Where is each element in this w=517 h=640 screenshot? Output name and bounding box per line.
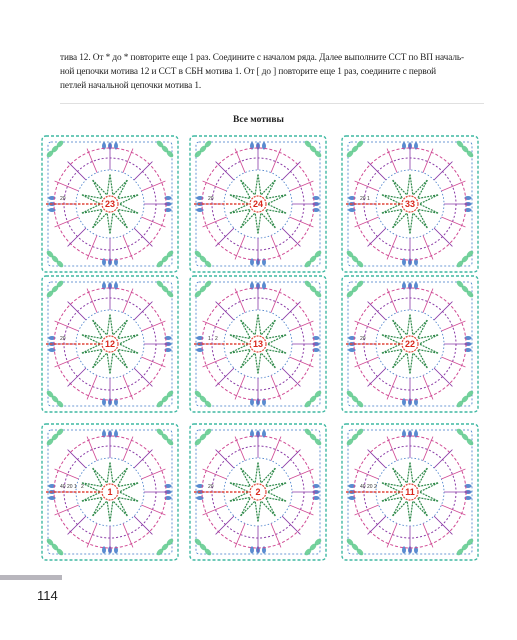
motif-number: 11 bbox=[405, 487, 415, 497]
round-label: 1 bbox=[208, 336, 211, 342]
round-label: 2 bbox=[374, 484, 377, 490]
round-label: 2 bbox=[215, 336, 218, 342]
footer-bar bbox=[0, 575, 62, 580]
round-label: 40 bbox=[60, 484, 66, 490]
round-label: 20 bbox=[360, 196, 366, 202]
round-label: 20 bbox=[67, 484, 73, 490]
round-label: 1 bbox=[74, 484, 77, 490]
motif-number: 33 bbox=[404, 199, 416, 209]
round-label: 1 bbox=[367, 196, 370, 202]
motif-number: 23 bbox=[104, 199, 116, 209]
round-label: 20 bbox=[208, 196, 214, 202]
round-label: 40 bbox=[360, 484, 366, 490]
intro-line: ной цепочки мотива 12 и ССТ в СБН мотива 1. От [ до ] повторите еще 1 раз, соедините с первой bbox=[60, 67, 437, 77]
intro-text bbox=[60, 51, 484, 93]
motif-number: 13 bbox=[252, 339, 264, 349]
figure-title: Все мотивы bbox=[233, 115, 284, 125]
motif-number: 2 bbox=[255, 487, 261, 497]
motif-number: 12 bbox=[104, 339, 116, 349]
intro-line: петлей начальной цепочки мотива 1. bbox=[60, 81, 202, 91]
round-label: 20 bbox=[60, 336, 66, 342]
round-label: 20 bbox=[367, 484, 373, 490]
page-number: 114 bbox=[37, 588, 58, 603]
intro-line: тива 12. От * до * повторите еще 1 раз. Соедините с началом ряда. Далее выполните ССТ по ВП началь- bbox=[60, 53, 464, 63]
diagram-svg bbox=[36, 130, 482, 570]
round-label: 20 bbox=[360, 336, 366, 342]
motif-number: 22 bbox=[404, 339, 416, 349]
round-label: 20 bbox=[208, 484, 214, 490]
separator-line bbox=[60, 103, 484, 104]
crochet-diagram bbox=[36, 130, 482, 570]
round-label: 20 bbox=[60, 196, 66, 202]
motif-number: 1 bbox=[107, 487, 113, 497]
motif-number: 24 bbox=[252, 199, 264, 209]
round-label: 2 bbox=[81, 484, 84, 490]
